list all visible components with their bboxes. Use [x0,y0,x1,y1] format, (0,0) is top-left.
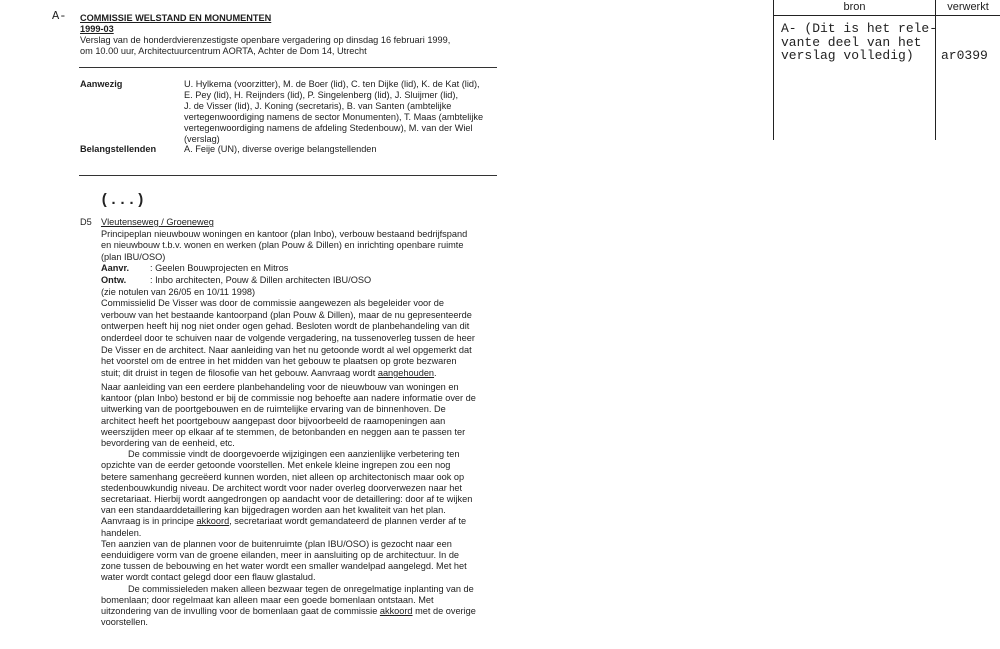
intro-line: (plan IBU/OSO) [101,251,166,262]
subtitle-line: om 10.00 uur, Architectuurcentrum AORTA, Achter de Dom 14, Utrecht [80,46,367,56]
intro-line: en nieuwbouw t.b.v. wonen en werken (plan Pouw & Dillen) en inrichting openbare ruimte [101,240,464,251]
present-line: (verslag) [184,133,220,144]
applicant-label: Aanvr. [101,263,130,274]
text-line: uitzondering van de invulling voor de bomenlaan gaat de commissie akkoord met de overige [101,606,476,616]
designer-label: Ontw. [101,275,127,285]
item-code: D5 [80,217,92,227]
text-line: De commissieleden maken alleen bezwaar tegen de onregelmatige inplanting van de [128,583,474,594]
table-border [773,0,774,140]
present-line: J. de Visser (lid), J. Koning (secretaris), B. van Santen (ambtelijke [184,100,452,111]
text-line: verbouw van het bestaande kantoorpand (plan Pouw & Dillen), maar de nu gepresenteerde [101,309,472,320]
text-line: Naar aanleiding van een eerdere planbehandeling voor de nieuwbouw van woningen en [101,382,459,392]
text-line: opzichte van de eerder getoonde voorstellen. Met enkele kleine ingrepen zou een nog [101,460,451,471]
text-line: kantoor (plan Inbo) bestond er bij de commissie nog behoefte aan nadere informatie over de [101,393,476,404]
applicant-value: : Geelen Bouwprojecten en Mitros [150,263,289,274]
document-title: COMMISSIE WELSTAND EN MONUMENTEN [80,13,272,23]
source-note: A- (Dit is het rele- vante deel van het verslag volledig) [781,21,938,63]
decision-keyword: akkoord [379,606,413,616]
text-line: zone tussen de bebouwing en het water wordt een smaller wandelpad aangelegd. Met het [101,561,467,572]
subtitle-line: Verslag van de honderdvierenzestigste openbare vergadering op dinsdag 16 februari 1999, [80,35,451,45]
text-line: De commissie vindt de doorgevoerde wijzigingen een aanzienlijke verbetering ten [128,449,460,460]
margin-marker: A- [52,9,67,23]
decision-keyword: aangehouden [377,367,435,378]
text-line: handelen. [101,527,142,538]
text-line: stuit; dit druist in tegen de filosofie van het gebouw. Aanvraag wordt aangehouden. [101,367,437,378]
text-line: betere samenhang gecreëerd kunnen worden, niet alleen op architectonisch maar ook op [101,471,465,482]
stakeholders-value: A. Feije (UN), diverse overige belangstellenden [184,144,377,154]
col-header-processed: verwerkt [947,1,989,13]
text-line: Commissielid De Visser was door de commissie aangewezen als begeleider voor de [101,298,444,309]
text-line: ontwerpen heeft hij nog niet onder ogen gehad. Besloten wordt de planbehandeling van dit [101,321,470,332]
text-line: het voorstel om de entree in het midden van het gebouw te plaatsen op grote bezwaren [101,356,457,367]
intro-line: Principeplan nieuwbouw woningen en kantoor (plan Inbo), verbouw bestaand bedrijfspand [101,228,468,239]
document-number: 1999-03 [80,24,114,34]
present-line: E. Pey (lid), H. Reijnders (lid), P. Singelenberg (lid), J. Sluijmer (lid), [184,89,459,100]
text-line: van een standaarddetaillering kan bijgedragen worden aan het kwaliteit van het plan. [101,505,446,516]
decision-keyword: akkoord [196,516,230,527]
text-line: uitwerking van de poortgebouwen en de ruimtelijke ervaring van de binnenhoven. De [101,404,446,415]
text-line: Ten aanzien van de plannen voor de buitenruimte (plan IBU/OSO) is gezocht naar een [101,538,452,549]
stakeholders-label: Belangstellenden [80,144,157,154]
text-line: weerszijden meer op elkaar af te stemmen, de betonbanden en neggen aan te passen ter [101,426,466,437]
text-line: stedenbouwkundig niveau. De architect wordt voor nader overleg doorverwezen naar het [101,482,463,493]
table-border [773,15,1000,16]
text-line: onderdeel door te schuiven naar de volgende vergadering, na tussenoverleg tussen de heer [101,333,475,343]
text-line: bevordering van de eenheid, etc. [101,438,235,448]
divider [79,175,497,176]
text-line: Aanvraag is in principe akkoord, secretariaat wordt gemandateerd de plannen verder af te [101,516,467,527]
text-line: bomenlaan; door regelmaat kan alleen maar een goede bomenlaan ontstaan. Met [101,594,434,605]
col-header-source: bron [843,1,866,13]
processed-code: ar0399 [941,48,988,63]
text-line: eenduidigere vorm van de groene eilanden, meer in aansluiting op de architectuur. In de [101,550,460,560]
reference: (zie notulen van 26/05 en 10/11 1998) [101,286,256,297]
present-label: Aanwezig [80,79,123,89]
text-line: voorstellen. [101,617,148,628]
designer-value: : Inbo architecten, Pouw & Dillen architecten IBU/OSO [150,275,372,285]
item-title: Vleutenseweg / Groeneweg [101,217,214,227]
present-line: vertegenwoordiging namens de afdeling Stedenbouw), M. van der Wiel [184,122,473,133]
omission-mark: (...) [100,192,146,209]
text-line: De Visser en de architect. Naar aanleiding van het nu getoonde wordt al wel opgemerkt dat [101,344,472,355]
text-line: secretariaat. Hierbij wordt aangedrongen op aandacht voor de detaillering: door af te wijken [101,494,473,504]
divider [79,67,497,68]
present-line: vertegenwoordiging namens de sector Monumenten), T. Maas (ambtelijke [184,111,484,122]
present-line: U. Hylkema (voorzitter), M. de Boer (lid), C. ten Dijke (lid), K. de Kat (lid), [184,79,480,89]
text-line: water wordt contact gelegd door een flauw glastalud. [101,572,316,583]
text-line: architect heeft het poortgebouw aangepast door bijvoorbeeld de raamopeningen aan [101,415,446,426]
